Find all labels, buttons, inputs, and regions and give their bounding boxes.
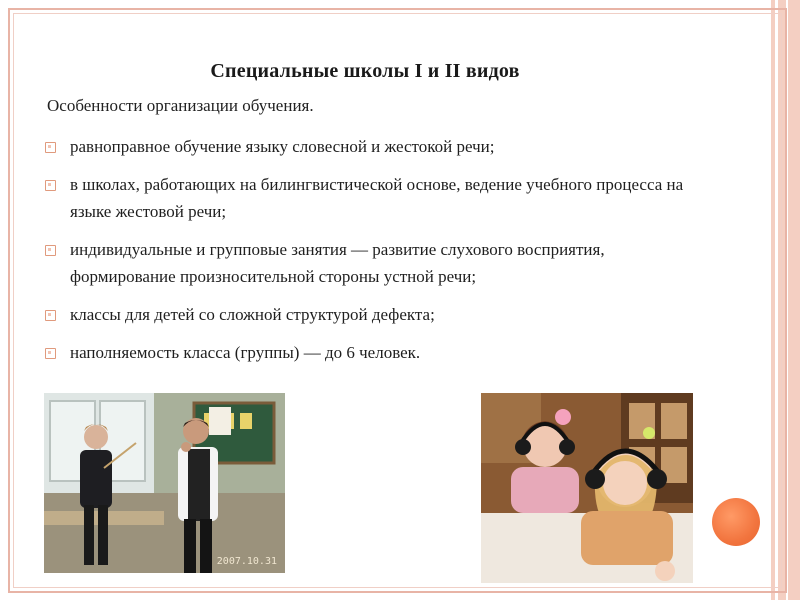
bullet-icon xyxy=(45,348,56,359)
bullet-text: индивидуальные и групповые занятия — развитие слухового восприятия, формирование произносительной стороны устной речи; xyxy=(70,240,605,286)
children-photo-image xyxy=(481,393,693,583)
bullet-item xyxy=(44,236,684,290)
bullet-item xyxy=(44,301,684,328)
slide-subtitle: Особенности организации обучения. xyxy=(47,96,314,115)
bullet-item xyxy=(44,171,684,225)
bullet-icon xyxy=(45,310,56,321)
photo-date-stamp: 2007.10.31 xyxy=(216,556,277,567)
classroom-photo xyxy=(44,393,285,573)
bullet-icon xyxy=(45,142,56,153)
bullet-text: классы для детей со сложной структурой дефекта; xyxy=(70,305,435,324)
bullet-text: в школах, работающих на билингвистической основе, ведение учебного процесса на языке жестовой речи; xyxy=(70,175,684,221)
bullet-icon xyxy=(45,180,56,191)
bullet-item xyxy=(44,339,684,366)
classroom-photo-image xyxy=(44,393,285,573)
bullet-text: равноправное обучение языку словесной и жестокой речи; xyxy=(70,137,495,156)
bullet-list xyxy=(44,133,684,377)
slide-title: Специальные школы I и II видов xyxy=(210,60,520,82)
bullet-icon xyxy=(45,245,56,256)
bullet-item xyxy=(44,133,684,160)
children-headphones-photo xyxy=(481,393,693,583)
bullet-text: наполняемость класса (группы) — до 6 человек. xyxy=(70,343,421,362)
decorative-circle xyxy=(712,498,760,546)
